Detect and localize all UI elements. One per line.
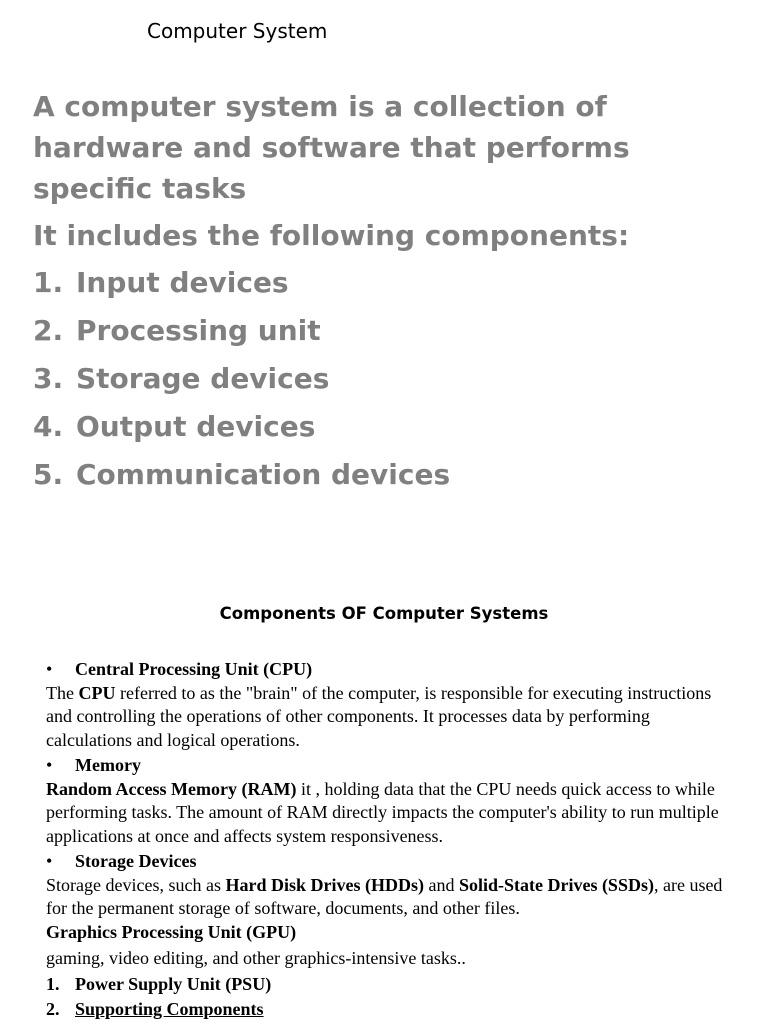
cpu-title: Central Processing Unit (CPU) <box>75 659 313 679</box>
memory-bullet-heading <box>46 754 736 778</box>
supporting-title: Supporting Components <box>75 999 264 1019</box>
memory-paragraph <box>46 778 736 849</box>
components-body <box>46 656 736 1022</box>
cpu-paragraph <box>46 682 736 753</box>
bullet-icon: • <box>46 755 53 775</box>
list-item-label: Storage devices <box>76 362 330 395</box>
storage-text-2: and <box>423 874 459 895</box>
psu-numbered-item <box>46 973 736 997</box>
list-item-number: 3. <box>33 362 64 395</box>
storage-text-3: , are used for the permanent storage of software, documents, and other files. <box>46 874 723 918</box>
gpu-title: Graphics Processing Unit (GPU) <box>46 921 297 942</box>
storage-title: Storage Devices <box>75 851 197 871</box>
storage-bullet-heading <box>46 850 736 874</box>
storage-paragraph <box>46 874 736 921</box>
storage-text-1: Storage devices, such as <box>46 874 226 895</box>
supporting-numbered-item <box>46 998 736 1022</box>
memory-title: Memory <box>75 755 141 775</box>
list-item <box>33 406 758 454</box>
component-list <box>33 262 758 502</box>
list-item-number: 4. <box>33 410 64 443</box>
list-item-label: Communication devices <box>76 458 451 491</box>
memory-text-1: it , holding data that the CPU needs quick access to while performing tasks. The amount of RAM directly impacts the computer's ability to run multiple applications at once and affects system responsiveness. <box>46 778 719 846</box>
intro-paragraph: A computer system is a collection of hardware and software that performs specific tasks <box>33 90 630 205</box>
list-item-label: Input devices <box>76 266 289 299</box>
list-item <box>33 358 758 406</box>
list-item-label: Output devices <box>76 410 316 443</box>
list-item-label: Processing unit <box>76 314 321 347</box>
overview-block <box>33 86 758 502</box>
list-item-number: 2. <box>46 999 60 1019</box>
bullet-icon: • <box>46 659 53 679</box>
section-heading: Components OF Computer Systems <box>219 604 549 623</box>
intro-subheading: It includes the following components: <box>33 219 630 252</box>
list-item-number: 1. <box>33 266 64 299</box>
cpu-bullet-heading <box>46 658 736 682</box>
cpu-bold-term: CPU <box>78 682 116 703</box>
gpu-paragraph: gaming, video editing, and other graphics-intensive tasks.. <box>46 948 466 968</box>
storage-bold-term-2: Solid-State Drives (SSDs) <box>458 874 654 895</box>
list-item-number: 5. <box>33 458 64 491</box>
storage-bold-term-1: Hard Disk Drives (HDDs) <box>225 874 424 895</box>
cpu-text-2: referred to as the "brain" of the computer, is responsible for executing instructions and controlling the operations of other components. It processes data by performing calculations and logical operations. <box>46 682 712 750</box>
list-item-number: 2. <box>33 314 64 347</box>
list-item-number: 1. <box>46 973 60 994</box>
memory-bold-term: Random Access Memory (RAM) <box>46 778 297 799</box>
document-title: Computer System <box>147 19 328 43</box>
list-item <box>33 262 758 310</box>
list-item <box>33 310 758 358</box>
psu-title: Power Supply Unit (PSU) <box>75 973 272 994</box>
list-item <box>33 454 758 502</box>
cpu-text-1: The <box>46 682 79 703</box>
bullet-icon: • <box>46 851 53 871</box>
